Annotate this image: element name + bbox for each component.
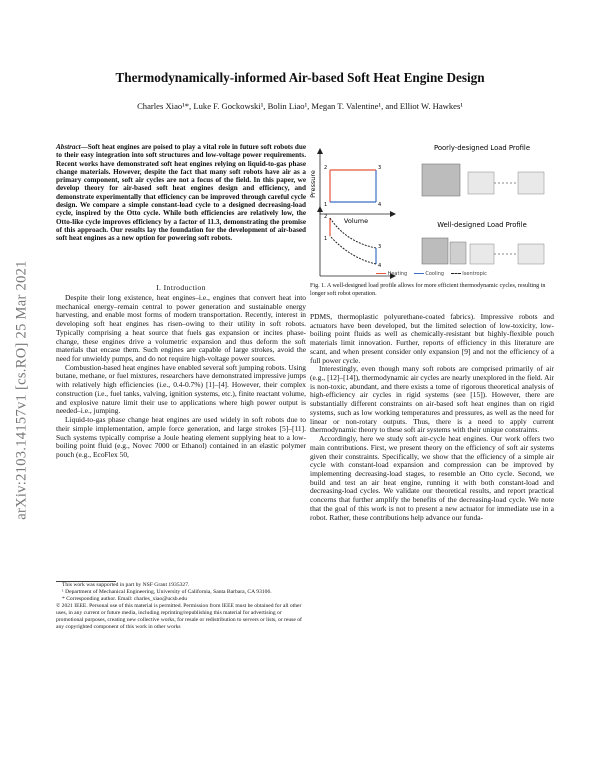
abstract-label: Abstract [56,143,81,151]
svg-text:2: 2 [324,165,328,171]
figure-legend [376,271,496,281]
intro-paragraph: Combustion-based heat engines have enabled several soft jumping robots. Using butane, methane, or fuel mixtures, researchers have demonstrated impressive jumps with relatively high efficiencies (i.e., 0.4-0.7%) [1]–[4]. However, their complex construction (i.e., fuel tanks, valving, ignition systems, etc.), finite reactant volume, and explosive nature limit their use to applications where high power output is needed–i.e., jumping. [56,362,306,416]
body-paragraph: Interestingly, even though many soft robots are comprised primarily of air (e.g., [12]–[14]), thermodynamic air cycles are nearly unexplored in the field. Air is non-toxic, abundant, and there exists a tome of rigorous theoretical analysis of high-efficiency air cycles in rigid systems (see [15]). However, there are substantially different constraints on air-based soft heat engines than on rigid systems, such as low working temperatures and pressures, as well as the need for linear or non-rotary outputs. Thus, there is a need to apply current thermodynamic theory to these soft air systems with their unique constraints. [310,364,554,435]
pv-plot-poor [309,148,396,225]
figure-1 [310,140,554,280]
x-axis-label: Volume [343,217,369,225]
svg-text:2: 2 [324,214,328,220]
footnote-affiliation: ¹ Department of Mechanical Engineering, University of California, Santa Barbara, CA 93106. [62,588,272,595]
abstract-text: —Soft heat engines are poised to play a vital role in future soft robots due to their easy integration into soft structures and low-voltage power requirements. Recent works have demonstrated soft heat engines relying on liquid-to-gas phase change materials. However, despite the fact that many soft robots have air as a primary component, soft air cycles are not a focus of the field. In this paper, we develop theory for air-based soft heat engines design and efficiency, and demonstrate experimentally that efficiency can be improved through careful cycle design. We compare a simple constant-load cycle to a designed decreasing-load cycle, inspired by the Otto cycle. While both efficiencies are relatively low, the Otto-like cycle improves efficiency by a factor of 11.3, demonstrating the promise of this approach. Our results lay the foundation for the development of air-based soft heat engines as a new option for powering soft robots. [56,143,306,243]
footnote-corresponding: * Corresponding author. Email: charles_xiao@ucsb.edu [62,595,188,602]
svg-text:1: 1 [324,236,328,242]
footnote-copyright: © 2021 IEEE. Personal use of this material is permitted. Permission from IEEE must be obtained for all other uses, in any current or future media, including reprinting/republishing this material for advertising or promotional purposes, creating new collective works, for resale or redistribution to servers or lists, or reuse of any copyrighted component of this work in other works [56,602,302,630]
legend-isentropic-swatch [451,273,461,274]
legend-cooling-swatch [414,273,424,274]
y-axis-label: Pressure [309,170,317,198]
legend-heating-swatch [376,273,386,274]
legend-heating: Heating [387,271,408,277]
svg-text:3: 3 [378,165,382,171]
label-poor-profile: Poorly-designed Load Profile [433,144,531,152]
legend-cooling: Cooling [425,271,445,277]
arxiv-sidebar [4,170,40,610]
body-paragraph: PDMS, thermoplastic polyurethane-coated fabrics). Impressive robots and actuators have been developed, but the limited selection of low-toxicity, low-boiling point fluids as well as chemically-resistant but highly-flexible pouch materials limit innovation. Further, reports of efficiency in this literature are scant, and when present consider only expansion [9] and not the efficiency of a full power cycle. [310,312,554,365]
svg-text:4: 4 [378,263,382,269]
svg-text:1: 1 [324,202,328,208]
arxiv-identifier: arXiv:2103.14157v1 [cs.RO] 25 Mar 2021 [13,260,30,520]
load-sketch-well [422,221,544,264]
svg-text:3: 3 [378,244,382,250]
load-sketch-poor [422,144,544,196]
footnotes [56,582,306,631]
right-column [310,313,554,522]
paper-title: Thermodynamically-informed Air-based Soft Heat Engine Design [115,70,485,85]
intro-column [56,294,306,460]
body-paragraph: Accordingly, here we study soft air-cycle heat engines. Our work offers two main contributions. First, we present theory on the efficiency of soft air systems given their constraints. Specifically, we show that the efficiency of a simple air cycle with constant-load expansion and compression can be improved by implementing decreasing-load stages, to resemble an Otto cycle. Second, we build and test an air heat engine, running it with both constant-load and decreasing-load cycles. We validate our theoretical results, and report practical concerns that further amplify the benefits of the decreasing-load cycle. We note that the goal of this work is not to present a new actuator for immediate use in a robot. Rather, these contributions help advance our funda- [310,434,554,522]
section-heading: I. Introduction [156,283,206,292]
legend-isentropic: Isentropic [462,271,487,277]
footnote-funding: This work was supported in part by NSF Grant 1935327. [62,582,190,588]
figure-caption: Fig. 1. A well-designed load profile allows for more efficient thermodynamic cycles, resulting in longer soft robot operation. [310,283,546,297]
intro-paragraph: Liquid-to-gas phase change heat engines are used widely in soft robots due to their simple implementation, ample force generation, and large strokes [5]–[11]. Such systems typically comprise a Joule heating element supplying heat to a low-boiling point fluid (e.g., Novec 7000 or Ethanol) contained in an elastic polymer pouch (e.g., EcoFlex 50, [56,415,306,459]
label-well-profile: Well-designed Load Profile [437,221,527,229]
abstract [56,143,306,243]
author-list: Charles Xiao¹*, Luke F. Gockowski¹, Bolin Liao¹, Megan T. Valentine¹, and Elliot W. Hawkes¹ [137,101,463,111]
svg-text:4: 4 [378,202,382,208]
intro-paragraph: Despite their long existence, heat engines–i.e., engines that convert heat into mechanical energy–remain central to power generation and sustainable energy harvesting, and enable most forms of modern transportation. Recently, interest in developing soft heat engines has risen–owing to their utility in soft robots. Typically comprising a heat source that fuels gas expansion or incites phase-change, these engines drive a volumetric expansion and thus deform the soft materials that encase them. Such engines are capable of large strokes, avoid the need for unwieldy pumps, and do not require high-voltage power sources. [56,293,306,364]
